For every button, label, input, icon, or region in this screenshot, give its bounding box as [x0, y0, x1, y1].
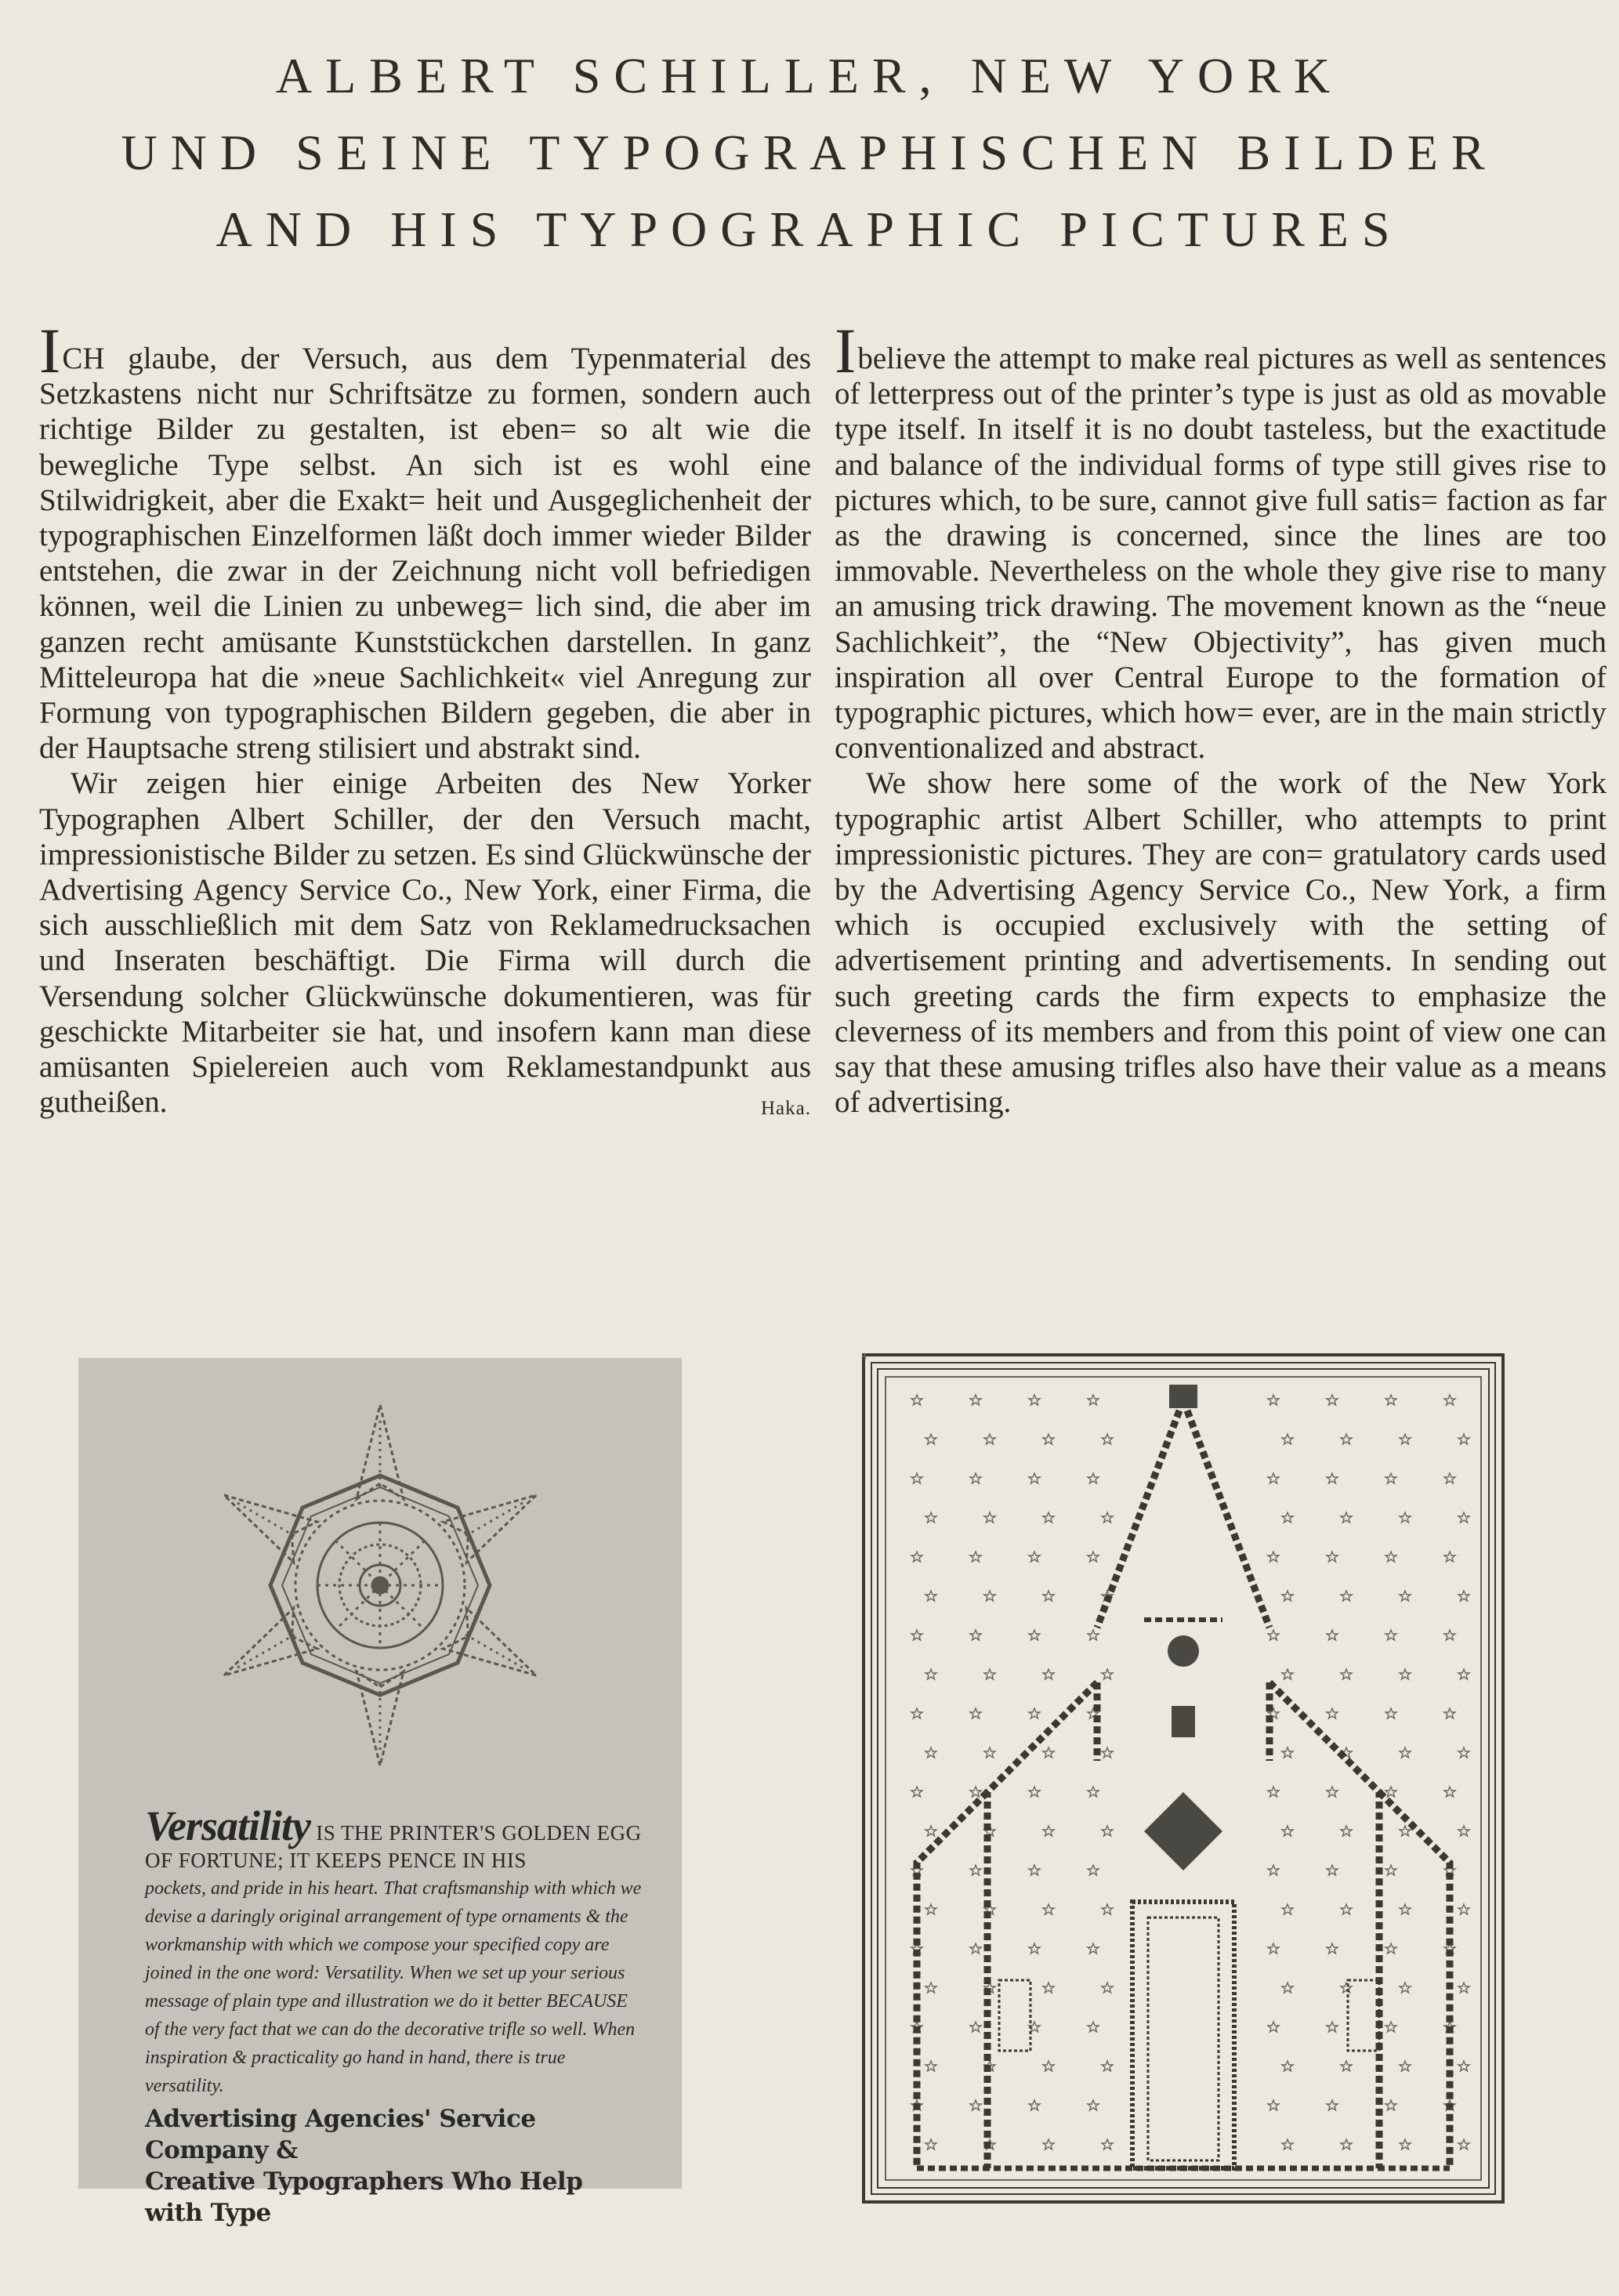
star-ornament [925, 1512, 936, 1523]
star-ornament [1043, 2061, 1054, 2071]
star-ornament [970, 2100, 981, 2110]
star-ornament [1341, 1512, 1352, 1523]
star-ornament [1282, 1512, 1293, 1523]
versatility-lead-word: Versatility [145, 1802, 311, 1849]
star-ornament [1268, 1473, 1279, 1483]
versatility-heading [145, 1802, 647, 1874]
star-ornament [925, 1669, 936, 1679]
star-ornament [1385, 1943, 1396, 1954]
star-ornament [925, 2139, 936, 2149]
star-ornament [1088, 1630, 1099, 1640]
english-dropcap: I [835, 315, 857, 386]
star-ornament [984, 1512, 995, 1523]
german-paragraph-2 [39, 766, 811, 1120]
star-ornament [1327, 1395, 1338, 1405]
star-ornament [1043, 1512, 1054, 1523]
versatility-card [78, 1358, 682, 2227]
star-ornament [984, 1669, 995, 1679]
star-ornament [1327, 1708, 1338, 1718]
church-drawing [917, 1400, 1450, 2168]
star-ornament [1102, 1747, 1113, 1758]
star-ornament [1268, 1552, 1279, 1562]
star-ornament [925, 1747, 936, 1758]
star-ornament [984, 1591, 995, 1601]
star-ornament [911, 1708, 922, 1718]
star-ornament [1400, 1591, 1411, 1601]
german-paragraph-1 [39, 315, 811, 766]
star-ornament [1341, 2061, 1352, 2071]
star-ornament [1400, 1983, 1411, 1993]
title-line-3: AND HIS TYPOGRAPHIC PICTURES [216, 201, 1403, 257]
company-footer-line-2: Creative Typographers Who Help with Type [145, 2167, 583, 2227]
star-ornament [1385, 1395, 1396, 1405]
church-door [999, 1902, 1379, 2168]
star-ornament [1341, 1434, 1352, 1444]
star-ornament [1341, 1591, 1352, 1601]
star-ornament [1029, 1473, 1040, 1483]
star-ornament [1029, 1943, 1040, 1954]
star-ornament [1268, 1395, 1279, 1405]
star-ornament [1400, 1434, 1411, 1444]
star-ornament [1268, 1787, 1279, 1797]
star-ornament [1102, 2061, 1113, 2071]
star-ornament [1043, 2139, 1054, 2149]
star-ornament [1029, 1395, 1040, 1405]
star-ornament [1341, 1904, 1352, 1914]
star-ornament [1327, 1473, 1338, 1483]
star-ornament [970, 1708, 981, 1718]
english-paragraph-2-text: We show here some of the work of the New York typographic artist Albert Schiller, who attempts to print impressionistic pictures. They are con= gratulatory cards used by the Advertising Agency Service Co., New York, a firm which is occupied exclusively with the setting of advertisement printing and advertisements. In sending out such greeting cards the firm expects to emphasize the cleverness of its members and from this point of view one can say that these amusing trifles also have their value as a means of advertising. [835, 766, 1606, 1120]
star-ornament [1458, 1512, 1469, 1523]
star-ornament [1400, 1826, 1411, 1836]
star-ornament [911, 1630, 922, 1640]
star-ornament [1282, 1747, 1293, 1758]
star-ornament [1400, 1512, 1411, 1523]
star-ornament [970, 1552, 981, 1562]
star-ornament [1458, 1904, 1469, 1914]
star-ornament [1102, 1434, 1113, 1444]
star-ornament [1341, 1983, 1352, 1993]
english-column [835, 315, 1606, 1120]
star-ornament [1341, 1826, 1352, 1836]
star-ornament [1282, 2139, 1293, 2149]
star-ornament [1029, 1708, 1040, 1718]
star-ornament [1102, 1512, 1113, 1523]
star-ornament [1043, 1434, 1054, 1444]
star-ornament [970, 1943, 981, 1954]
german-paragraph-2-text: Wir zeigen hier einige Arbeiten des New Yorker Typographen Albert Schiller, der den Versuch macht, impressionistische Bilder zu setzen. Es sind Glückwünsche der Advertising Agency Service Co., New York, einer Firma, die sich ausschließlich mit dem Satz von Reklamedrucksachen und Inseraten beschäftigt. Die Firma will durch die Versendung solcher Glückwünsche dokumentieren, was für geschickte Mitarbeiter sie hat, und insofern kann man diese amüsanten Spielereien auch vom Reklamestandpunkt aus gutheißen. [39, 766, 811, 1120]
star-ornament [1458, 1983, 1469, 1993]
star-ornament [1282, 1826, 1293, 1836]
german-column [39, 315, 811, 1126]
star-ornament [911, 1787, 922, 1797]
star-ornament [1385, 1630, 1396, 1640]
star-ornament [1029, 1552, 1040, 1562]
versatility-heading-rest: IS THE PRINTER'S GOLDEN EGG OF FORTUNE; IT KEEPS PENCE IN HIS [145, 1821, 642, 1872]
english-paragraph-1 [835, 315, 1606, 766]
star-ornament [1444, 1395, 1455, 1405]
star-ornament [1268, 2022, 1279, 2032]
star-ornament [1088, 1865, 1099, 1875]
star-ornament [1444, 1787, 1455, 1797]
star-ornament [925, 1434, 936, 1444]
star-ornament [1444, 1473, 1455, 1483]
star-ornament [1043, 1983, 1054, 1993]
star-ornament [1458, 1669, 1469, 1679]
star-ornament [1327, 2022, 1338, 2032]
german-paragraph-1-text: CH glaube, der Versuch, aus dem Typenmaterial des Setzkastens nicht nur Schriftsätze zu formen, sondern auch richtige Bilder zu gestalten, ist eben= so alt wie die bewegliche Type selbst. An sich ist es wohl eine Stilwidrigkeit, aber die Exakt= heit und Ausgeglichenheit der typographischen Einzelformen läßt doch immer wieder Bilder entstehen, die zwar in der Zeichnung nicht voll befriedigen können, weil die Linien zu unbeweg= lich sind, die aber im ganzen recht amüsante Kunststückchen darstellen. In ganz Mitteleuropa hat die »neue Sachlichkeit« viel Anregung zur Formung von typographischen Bildern gegeben, die aber in der Hauptsache streng stilisiert und abstrakt sind. [39, 342, 811, 766]
star-ornament [1458, 1591, 1469, 1601]
star-ornament [925, 2061, 936, 2071]
star-ornament [1029, 1630, 1040, 1640]
star-ornament [1102, 1669, 1113, 1679]
versatility-text-block [145, 1802, 647, 2229]
star-ornament [1341, 2139, 1352, 2149]
star-ornament [1088, 1943, 1099, 1954]
star-ornament [1088, 1552, 1099, 1562]
star-ornament [1102, 2139, 1113, 2149]
star-ornament [984, 1434, 995, 1444]
ornament-star-image [168, 1374, 592, 1797]
title-line-2: UND SEINE TYPOGRAPHISCHEN BILDER [121, 125, 1498, 180]
star-ornament [1444, 1552, 1455, 1562]
star-ornament [1043, 1747, 1054, 1758]
star-ornament [984, 1747, 995, 1758]
star-ornament [970, 1787, 981, 1797]
star-ornament [1327, 1943, 1338, 1954]
star-ornament [1385, 2100, 1396, 2110]
star-ornament [970, 1473, 981, 1483]
church-ornaments [1144, 1385, 1222, 1870]
star-ornament [1268, 1630, 1279, 1640]
star-ornament [1458, 1434, 1469, 1444]
author-signature: Haka. [761, 1098, 811, 1120]
star-ornament [925, 1904, 936, 1914]
star-ornament [1102, 1983, 1113, 1993]
star-ornament [925, 1591, 936, 1601]
star-ornament [1400, 2139, 1411, 2149]
english-paragraph-1-text: believe the attempt to make real pictures as well as sentences of letterpress out of the printer’s type is just as old as movable type itself. In itself it is no doubt tasteless, but the exactitude and balance of the individual forms of type still gives rise to pictures which, to be sure, cannot give full satis= faction as far as the drawing is concerned, since the lines are too immovable. Nevertheless on the whole they give rise to many an amusing trick drawing. The movement known as the “neue Sachlichkeit”, the “New Objectivity”, has given much inspiration all over Central Europe to the formation of typographic pictures, which how= ever, are in the main strictly conventionalized and abstract. [835, 342, 1606, 766]
title-line-1: ALBERT SCHILLER, NEW YORK [275, 48, 1344, 103]
star-ornament [1327, 1865, 1338, 1875]
star-ornament [1088, 1473, 1099, 1483]
star-ornament [1385, 1473, 1396, 1483]
star-ornament [1043, 1904, 1054, 1914]
star-ornament [1043, 1591, 1054, 1601]
star-ornament [1282, 2061, 1293, 2071]
star-ornament [925, 1983, 936, 1993]
versatility-body: pockets, and pride in his heart. That craftsmanship with which we devise a daringly original arrangement of type ornaments & the workmanship with which we compose your specified copy are joined in the one word: Versatility. When we set up your serious message of plain type and illustration we do it better BECAUSE of the very fact that we can do the decorative trifle so well. When inspiration & practicality go hand in hand, there is true versatility. [145, 1878, 642, 2096]
star-ornament [1341, 1669, 1352, 1679]
star-ornament [970, 1630, 981, 1640]
star-ornament [1400, 1747, 1411, 1758]
star-ornament [1268, 1943, 1279, 1954]
star-ornament [1458, 1747, 1469, 1758]
star-ornament [1088, 2100, 1099, 2110]
star-ornament [1282, 1434, 1293, 1444]
star-ornament [970, 2022, 981, 2032]
church-ornament-card [862, 1353, 1505, 2204]
star-ornament [1088, 1787, 1099, 1797]
star-ornament [1458, 2061, 1469, 2071]
star-ornament [1268, 2100, 1279, 2110]
star-ornament [911, 1473, 922, 1483]
star-ornament [970, 1395, 981, 1405]
star-ornament [1385, 1552, 1396, 1562]
star-ornament [1102, 1826, 1113, 1836]
star-ornament [1458, 1826, 1469, 1836]
star-ornament [1282, 1591, 1293, 1601]
english-paragraph-2 [835, 766, 1606, 1120]
star-ornament [1385, 1708, 1396, 1718]
star-ornament [1043, 1826, 1054, 1836]
star-ornament [1444, 1708, 1455, 1718]
star-ornament [1282, 1904, 1293, 1914]
star-ornament [911, 1395, 922, 1405]
star-ornament [1282, 1669, 1293, 1679]
company-footer-line-1: Advertising Agencies' Service Company & [145, 2105, 536, 2164]
star-ornament [1043, 1669, 1054, 1679]
star-ornament [970, 1865, 981, 1875]
german-dropcap: I [39, 315, 61, 386]
star-ornament [1444, 1630, 1455, 1640]
star-ornament [1029, 2100, 1040, 2110]
star-ornament [925, 1826, 936, 1836]
star-ornament [1102, 1904, 1113, 1914]
star-ornament [1029, 1865, 1040, 1875]
star-ornament [1385, 2022, 1396, 2032]
star-ornament [1327, 2100, 1338, 2110]
star-ornament [1327, 1630, 1338, 1640]
star-ornament [911, 1552, 922, 1562]
star-ornament [1458, 2139, 1469, 2149]
star-ornament [1268, 1865, 1279, 1875]
star-ornament [1385, 1787, 1396, 1797]
star-ornament [1029, 1787, 1040, 1797]
star-ornament [1088, 2022, 1099, 2032]
star-ornament [1327, 1787, 1338, 1797]
star-ornament [1088, 1395, 1099, 1405]
star-ornament [1385, 1865, 1396, 1875]
star-ornament [1327, 1552, 1338, 1562]
star-ornament [1282, 1983, 1293, 1993]
star-ornament [1400, 2061, 1411, 2071]
star-ornament [1400, 1669, 1411, 1679]
star-ornament [1400, 1904, 1411, 1914]
